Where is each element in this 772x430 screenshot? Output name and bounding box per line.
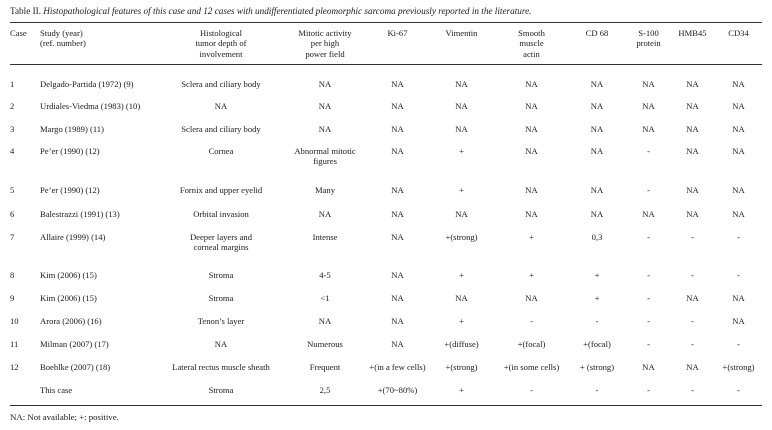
table-cell-study: Pe’er (1990) (12) bbox=[40, 146, 100, 156]
table-cell-case: 6 bbox=[10, 209, 15, 219]
table-cell-sma: NA bbox=[525, 79, 538, 89]
table-cell-ki67: NA bbox=[391, 185, 404, 195]
table-cell-mitotic: 4-5 bbox=[319, 270, 331, 280]
table-cell-depth: NA bbox=[214, 339, 228, 349]
table-cell-sma: +(in some cells) bbox=[503, 362, 560, 372]
table-cell-cd68: 0,3 bbox=[591, 232, 603, 242]
table-cell-hmb45: NA bbox=[686, 362, 699, 372]
column-header-ki67: Ki-67 bbox=[387, 28, 408, 38]
table-cell-s100: - bbox=[647, 146, 650, 156]
table-cell-study: Kim (2006) (15) bbox=[40, 270, 97, 280]
table-cell-s100: - bbox=[647, 185, 650, 195]
table-cell-hmb45: NA bbox=[686, 146, 699, 156]
table-cell-s100: - bbox=[647, 270, 650, 280]
table-cell-depth: Lateral rectus muscle sheath bbox=[172, 362, 270, 372]
table-cell-depth: Deeper layers and corneal margins bbox=[189, 232, 253, 253]
table-cell-vimentin: NA bbox=[455, 79, 468, 89]
table-cell-s100: - bbox=[647, 385, 650, 395]
table-cell-vimentin: +(strong) bbox=[445, 362, 478, 372]
table-cell-case: 12 bbox=[10, 362, 19, 372]
caption-label: Table II. bbox=[10, 6, 41, 16]
table-cell-ki67: NA bbox=[391, 339, 404, 349]
table-cell-vimentin: NA bbox=[455, 293, 468, 303]
table-cell-hmb45: NA bbox=[686, 185, 699, 195]
table-cell-case: 3 bbox=[10, 124, 15, 134]
column-header-mitotic: Mitotic activity per high power field bbox=[298, 28, 352, 59]
table-cell-mitotic: Numerous bbox=[307, 339, 343, 349]
table-cell-s100: NA bbox=[642, 79, 655, 89]
column-header-vimentin: Vimentin bbox=[445, 28, 478, 38]
table-cell-study: Arora (2006) (16) bbox=[40, 316, 102, 326]
table-cell-sma: + bbox=[529, 270, 534, 280]
table-cell-cd34: NA bbox=[732, 101, 745, 111]
table-cell-case: 2 bbox=[10, 101, 15, 111]
table-cell-sma: +(focal) bbox=[517, 339, 546, 349]
table-cell-hmb45: - bbox=[691, 232, 694, 242]
table-cell-case: 5 bbox=[10, 185, 15, 195]
table-cell-vimentin: + bbox=[459, 270, 464, 280]
table-cell-ki67: NA bbox=[391, 209, 404, 219]
table-cell-case: 7 bbox=[10, 232, 15, 242]
table-cell-ki67: NA bbox=[391, 270, 404, 280]
table-cell-vimentin: +(strong) bbox=[445, 232, 478, 242]
table-cell-cd68: + (strong) bbox=[579, 362, 615, 372]
table-caption bbox=[10, 6, 531, 16]
table-footnote: NA: Not available; +: positive. bbox=[10, 412, 119, 422]
table-cell-cd34: - bbox=[737, 339, 740, 349]
table-cell-case: 4 bbox=[10, 146, 15, 156]
table-cell-mitotic: 2,5 bbox=[319, 385, 331, 395]
table-cell-s100: NA bbox=[642, 124, 655, 134]
table-cell-s100: NA bbox=[642, 362, 655, 372]
table-cell-study: Kim (2006) (15) bbox=[40, 293, 97, 303]
column-header-cd68: CD 68 bbox=[585, 28, 609, 38]
table-cell-ki67: NA bbox=[391, 293, 404, 303]
table-cell-case: 8 bbox=[10, 270, 15, 280]
table-cell-mitotic: NA bbox=[318, 101, 332, 111]
column-header-cd34: CD34 bbox=[728, 28, 749, 38]
table-cell-case: 1 bbox=[10, 79, 15, 89]
table-cell-sma: NA bbox=[525, 209, 538, 219]
table-cell-s100: - bbox=[647, 339, 650, 349]
table-cell-vimentin: +(diffuse) bbox=[444, 339, 479, 349]
table-cell-vimentin: + bbox=[459, 385, 464, 395]
table-cell-sma: NA bbox=[525, 124, 538, 134]
table-cell-cd68: NA bbox=[590, 101, 604, 111]
table-cell-cd34: - bbox=[737, 232, 740, 242]
table-cell-ki67: NA bbox=[391, 316, 404, 326]
table-cell-depth: Orbital invasion bbox=[193, 209, 249, 219]
table-cell-mitotic: Abnormal mitotic figures bbox=[294, 146, 356, 167]
table-cell-study: Milman (2007) (17) bbox=[40, 339, 109, 349]
caption-text: Histopathological features of this case and 12 cases with undifferentiated pleomorphic sarcoma previously reported in the literature. bbox=[43, 6, 532, 16]
table-cell-ki67: +(70~80%) bbox=[377, 385, 418, 395]
table-cell-study: This case bbox=[40, 385, 73, 395]
table-cell-cd68: NA bbox=[590, 124, 604, 134]
table-cell-cd68: NA bbox=[590, 146, 604, 156]
table-cell-study: Allaire (1999) (14) bbox=[40, 232, 106, 242]
table-cell-case: 9 bbox=[10, 293, 15, 303]
table-cell-mitotic: NA bbox=[318, 209, 332, 219]
table-cell-vimentin: NA bbox=[455, 124, 468, 134]
table-cell-cd68: + bbox=[594, 293, 600, 303]
table-cell-study: Urdiales-Viedma (1983) (10) bbox=[40, 101, 141, 111]
column-header-study: Study (year) (ref. number) bbox=[40, 28, 86, 49]
table-cell-vimentin: + bbox=[459, 316, 464, 326]
table-cell-mitotic: Frequent bbox=[309, 362, 341, 372]
table-cell-cd68: NA bbox=[590, 209, 604, 219]
table-cell-case: 10 bbox=[10, 316, 19, 326]
table-cell-ki67: +(in a few cells) bbox=[369, 362, 426, 372]
table-cell-cd34: NA bbox=[732, 146, 745, 156]
table-cell-sma: + bbox=[529, 232, 534, 242]
table-cell-ki67: NA bbox=[391, 79, 404, 89]
table-cell-depth: Sclera and ciliary body bbox=[181, 124, 261, 134]
table-cell-mitotic: Intense bbox=[312, 232, 338, 242]
table-cell-sma: NA bbox=[525, 146, 538, 156]
table-cell-study: Pe’er (1990) (12) bbox=[40, 185, 100, 195]
table-cell-hmb45: - bbox=[691, 339, 694, 349]
table-cell-cd34: NA bbox=[732, 79, 745, 89]
table-cell-case: 11 bbox=[10, 339, 19, 349]
table-cell-ki67: NA bbox=[391, 146, 404, 156]
table-cell-cd34: NA bbox=[732, 209, 745, 219]
table-cell-sma: NA bbox=[525, 101, 538, 111]
table-cell-cd68: NA bbox=[590, 79, 604, 89]
table-cell-s100: NA bbox=[642, 101, 655, 111]
table-cell-hmb45: NA bbox=[686, 209, 699, 219]
table-cell-s100: NA bbox=[642, 209, 655, 219]
table-cell-mitotic: <1 bbox=[320, 293, 330, 303]
table-cell-depth: Tenon’s layer bbox=[197, 316, 245, 326]
table-header-rule bbox=[10, 64, 762, 65]
column-header-sma: Smooth muscle actin bbox=[518, 28, 545, 59]
table-cell-cd68: - bbox=[595, 385, 599, 395]
table-cell-hmb45: NA bbox=[686, 79, 699, 89]
table-cell-depth: Stroma bbox=[208, 270, 234, 280]
table-cell-hmb45: NA bbox=[686, 124, 699, 134]
table-cell-ki67: NA bbox=[391, 101, 404, 111]
table-cell-s100: - bbox=[647, 232, 650, 242]
table-cell-cd34: - bbox=[737, 270, 740, 280]
table-cell-vimentin: NA bbox=[455, 209, 468, 219]
table-cell-depth: Stroma bbox=[208, 293, 234, 303]
table-cell-cd68: +(focal) bbox=[583, 339, 611, 349]
table-cell-study: Balestrazzi (1991) (13) bbox=[40, 209, 120, 219]
table-cell-sma: - bbox=[530, 385, 533, 395]
table-cell-study: Delgado-Partida (1972) (9) bbox=[40, 79, 134, 89]
table-cell-sma: NA bbox=[525, 185, 538, 195]
table-cell-depth: Sclera and ciliary body bbox=[181, 79, 261, 89]
table-bottom-rule bbox=[10, 405, 762, 406]
column-header-depth: Histological tumor depth of involvement bbox=[195, 28, 247, 59]
table-cell-hmb45: NA bbox=[686, 101, 699, 111]
table-cell-cd34: NA bbox=[732, 124, 745, 134]
table-cell-vimentin: + bbox=[459, 146, 464, 156]
table-cell-sma: NA bbox=[525, 293, 538, 303]
table-cell-depth: Stroma bbox=[208, 385, 234, 395]
table-cell-depth: Fornix and upper eyelid bbox=[179, 185, 263, 195]
table-cell-mitotic: NA bbox=[318, 79, 332, 89]
table-cell-hmb45: - bbox=[691, 385, 694, 395]
table-cell-sma: - bbox=[530, 316, 533, 326]
column-header-s100: S-100 protein bbox=[636, 28, 661, 49]
table-cell-mitotic: NA bbox=[318, 124, 332, 134]
table-cell-study: Margo (1989) (11) bbox=[40, 124, 104, 134]
table-cell-mitotic: NA bbox=[318, 316, 332, 326]
table-cell-mitotic: Many bbox=[314, 185, 336, 195]
table-cell-depth: NA bbox=[214, 101, 228, 111]
table-cell-cd34: NA bbox=[732, 185, 745, 195]
table-cell-cd68: + bbox=[594, 270, 600, 280]
table-cell-cd34: - bbox=[737, 385, 740, 395]
table-cell-study: Boehlke (2007) (18) bbox=[40, 362, 111, 372]
table-cell-depth: Cornea bbox=[208, 146, 234, 156]
column-header-hmb45: HMB45 bbox=[678, 28, 707, 38]
table-cell-ki67: NA bbox=[391, 232, 404, 242]
table-cell-cd34: NA bbox=[732, 293, 745, 303]
table-cell-hmb45: - bbox=[691, 316, 694, 326]
table-cell-cd68: - bbox=[595, 316, 599, 326]
table-cell-cd68: NA bbox=[590, 185, 604, 195]
table-cell-cd34: NA bbox=[732, 316, 745, 326]
table-cell-ki67: NA bbox=[391, 124, 404, 134]
table-top-rule bbox=[10, 22, 762, 23]
table-cell-hmb45: - bbox=[691, 270, 694, 280]
table-cell-s100: - bbox=[647, 316, 650, 326]
table-cell-hmb45: NA bbox=[686, 293, 699, 303]
table-cell-vimentin: NA bbox=[455, 101, 468, 111]
table-cell-vimentin: + bbox=[459, 185, 464, 195]
column-header-case: Case bbox=[10, 28, 27, 38]
table-cell-cd34: +(strong) bbox=[722, 362, 755, 372]
table-cell-s100: - bbox=[647, 293, 650, 303]
